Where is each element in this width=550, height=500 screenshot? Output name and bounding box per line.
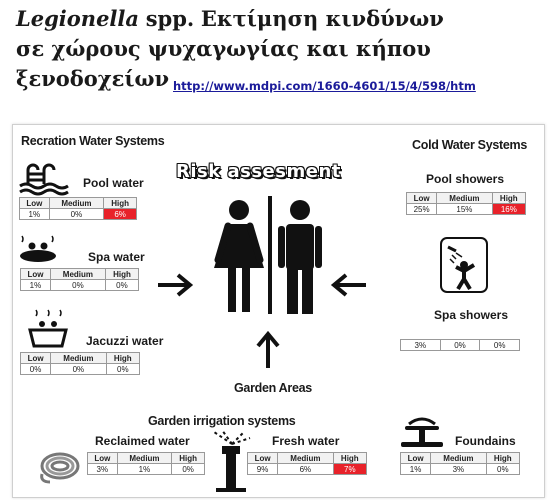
cell-high: 0% — [486, 464, 519, 475]
fresh-water-label: Fresh water — [272, 434, 340, 448]
col-medium: Medium — [437, 193, 492, 204]
cell-high: 6% — [104, 209, 137, 220]
spa-showers-label: Spa showers — [434, 308, 509, 322]
cell-high: 0% — [105, 280, 138, 291]
title-spp: spp. — [145, 6, 195, 31]
source-link[interactable]: http://www.mdpi.com/1660-4601/15/4/598/htm — [173, 79, 476, 93]
cell-low: 1% — [21, 280, 51, 291]
title-text: Εκτίμηση κινδύνων σε χώρους ψυχαγωγίας και κήπου ξενοδοχείων — [16, 6, 444, 91]
jacuzzi-water-label: Jacuzzi water — [86, 334, 164, 348]
pool-showers-label: Pool showers — [426, 172, 505, 186]
spa-icon — [18, 236, 58, 264]
reclaimed-water-label: Reclaimed water — [95, 434, 190, 448]
foundains-label: Foundains — [455, 434, 516, 448]
col-high: High — [106, 353, 139, 364]
restroom-people-icon — [206, 196, 334, 314]
col-high: High — [333, 453, 366, 464]
cell-high: 16% — [492, 204, 525, 215]
col-high: High — [172, 453, 205, 464]
cell-low: 9% — [248, 464, 278, 475]
jacuzzi-icon — [26, 308, 70, 348]
spa-water-label: Spa water — [88, 250, 145, 264]
cell-medium: 0% — [50, 280, 105, 291]
risk-assessment-heading: Risk assesment — [176, 161, 341, 182]
jacuzzi-water-table — [20, 352, 140, 375]
col-medium: Medium — [51, 353, 106, 364]
reclaimed-water-table — [87, 452, 205, 475]
cell-high: 0% — [106, 364, 139, 375]
cell-medium: 0% — [440, 340, 480, 351]
cell-low: 0% — [21, 364, 51, 375]
cell-medium: 0% — [49, 209, 104, 220]
section-cold-heading: Cold Water Systems — [412, 138, 528, 152]
hose-icon — [38, 444, 84, 484]
col-low: Low — [401, 453, 431, 464]
title-genus: Legionella — [16, 6, 139, 31]
spa-showers-table — [400, 339, 520, 351]
col-medium: Medium — [50, 269, 105, 280]
col-low: Low — [248, 453, 278, 464]
cell-low: 1% — [401, 464, 431, 475]
spa-water-table — [20, 268, 139, 291]
col-low: Low — [21, 353, 51, 364]
cell-low: 3% — [401, 340, 441, 351]
fountain-icon — [401, 418, 443, 448]
cell-medium: 15% — [437, 204, 492, 215]
col-low: Low — [20, 198, 50, 209]
cell-low: 3% — [88, 464, 118, 475]
cell-medium: 6% — [278, 464, 333, 475]
col-high: High — [105, 269, 138, 280]
section-recreation-heading: Recration Water Systems — [21, 134, 165, 148]
pool-water-label: Pool water — [83, 176, 144, 190]
pool-water-table — [19, 197, 137, 220]
arrow-icon — [156, 272, 194, 298]
garden-areas-heading: Garden Areas — [234, 381, 312, 395]
cell-medium: 1% — [117, 464, 172, 475]
cell-high: 0% — [480, 340, 520, 351]
cell-low: 1% — [20, 209, 50, 220]
col-medium: Medium — [278, 453, 333, 464]
cell-low: 25% — [407, 204, 437, 215]
cell-high: 7% — [333, 464, 366, 475]
shower-icon — [440, 237, 488, 293]
col-high: High — [492, 193, 525, 204]
arrow-icon — [330, 272, 368, 298]
fresh-water-table — [247, 452, 367, 475]
cell-medium: 0% — [51, 364, 106, 375]
col-high: High — [104, 198, 137, 209]
col-medium: Medium — [117, 453, 172, 464]
col-low: Low — [407, 193, 437, 204]
col-low: Low — [88, 453, 118, 464]
pool-showers-table — [406, 192, 526, 215]
garden-irrigation-heading: Garden irrigation systems — [148, 414, 296, 428]
col-high: High — [486, 453, 519, 464]
pool-icon — [20, 162, 72, 194]
col-low: Low — [21, 269, 51, 280]
cell-medium: 3% — [431, 464, 486, 475]
foundains-table — [400, 452, 520, 475]
col-medium: Medium — [431, 453, 486, 464]
arrow-icon — [255, 330, 281, 370]
col-medium: Medium — [49, 198, 104, 209]
cell-high: 0% — [172, 464, 205, 475]
